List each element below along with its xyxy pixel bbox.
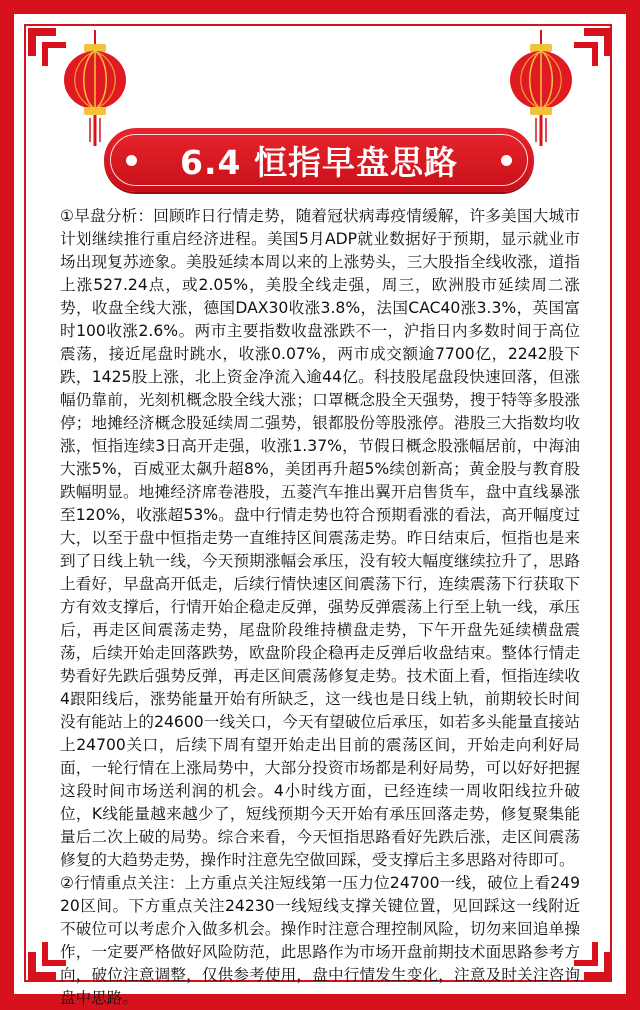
- page-title: 6.4 恒指早盘思路: [180, 142, 458, 182]
- article-body: [60, 205, 580, 1010]
- key-levels-paragraph: ②行情重点关注：上方重点关注短线第一压力位24700一线，破位上看24920区间。下方重点关注24230一线短线支撑关键位置，见回踩这一线附近不破位可以考虑介入做多机会。操作时注意合理控制风险，切勿来回追单操作，一定要严格做好风险防范，此思路作为市场开盘前期技术面思路参考方向，破位注意调整，仅供参考使用，盘中行情发生变化，注意及时关注咨询盘中思路。: [60, 874, 580, 1007]
- analysis-paragraph: ①早盘分析：回顾昨日行情走势，随着冠状病毒疫情缓解，许多美国大城市计划继续推行重启经济进程。美国5月ADP就业数据好于预期，显示就业市场出现复苏迹象。美股延续本周以来的上涨势头，三大股指全线收涨，道指上涨527.24点，或2.05%，美股全线走强，周三，欧洲股市延续周二涨势，收盘全线大涨，德国DAX30收涨3.8%，法国CAC40涨3.3%，英国富时100收涨2.6%。两市主要指数收盘涨跌不一，沪指日内多数时间于高位震荡，接近尾盘时跳水，收涨0.07%，两市成交额逾7700亿，2242股下跌，1425股上涨，北上资金净流入逾44亿。科技股尾盘段快速回落，但涨幅仍靠前，光刻机概念股全线大涨；口罩概念股全天强势，搜于特等多股涨停；地摊经济概念股延续周二强势，银都股份等股涨停。港股三大指数均收涨，恒指连续3日高开走强，收涨1.37%，节假日概念股涨幅居前，中海油大涨5%，百威亚太飙升超8%，美团再升超5%续创新高；黄金股与教育股跌幅明显。地摊经济席卷港股，五菱汽车推出翼开启售货车，盘中直线暴涨至120%，收涨超53%。盘中行情走势也符合预期看涨的看法，高开幅度过大，以至于盘中恒指走势一直维持区间震荡走势。昨日结束后，恒指也是来到了日线上轨一线，今天预期涨幅会承压，没有较大幅度继续拉升了，思路上看好，早盘高开低走，后续行情快速区间震荡下行，连续震荡下行获取下方有效支撑后，行情开始企稳走反弹，强势反弹震荡上行至上轨一线，承压后，再走区间震荡走势，尾盘阶段维持横盘走势，下午开盘先延续横盘震荡，后续开始走回落跌势，欧盘阶段企稳再走反弹后收盘结束。整体行情走势看好先跌后强势反弹，再走区间震荡修复走势。技术面上看，恒指连续收4跟阳线后，涨势能量开始有所缺乏，这一线也是日线上轨，前期较长时间没有能站上的24600一线关口，今天有望破位后承压，如若多头能量直接站上24700关口，后续下周有望开始走出目前的震荡区间，开始走向利好局面，一轮行情在上涨局势中，大部分投资市场都是利好局势，可以好好把握这段时间市场送利润的机会。4小时线方面，已经连续一周收阳线拉升破位，K线能量越来越少了，短线预期今天开始有承压回落走势，修复聚集能量后二次上破的局势。综合来看，今天恒指思路看好先跌后涨，走区间震荡修复的大趋势走势，操作时注意先空做回踩，受支撑后主多思路对待即可。: [60, 207, 580, 869]
- lantern-icon: [508, 30, 574, 148]
- lantern-icon: [62, 30, 128, 148]
- banner-dot-icon: [126, 155, 137, 166]
- title-banner: [104, 128, 534, 192]
- banner-dot-icon: [501, 155, 512, 166]
